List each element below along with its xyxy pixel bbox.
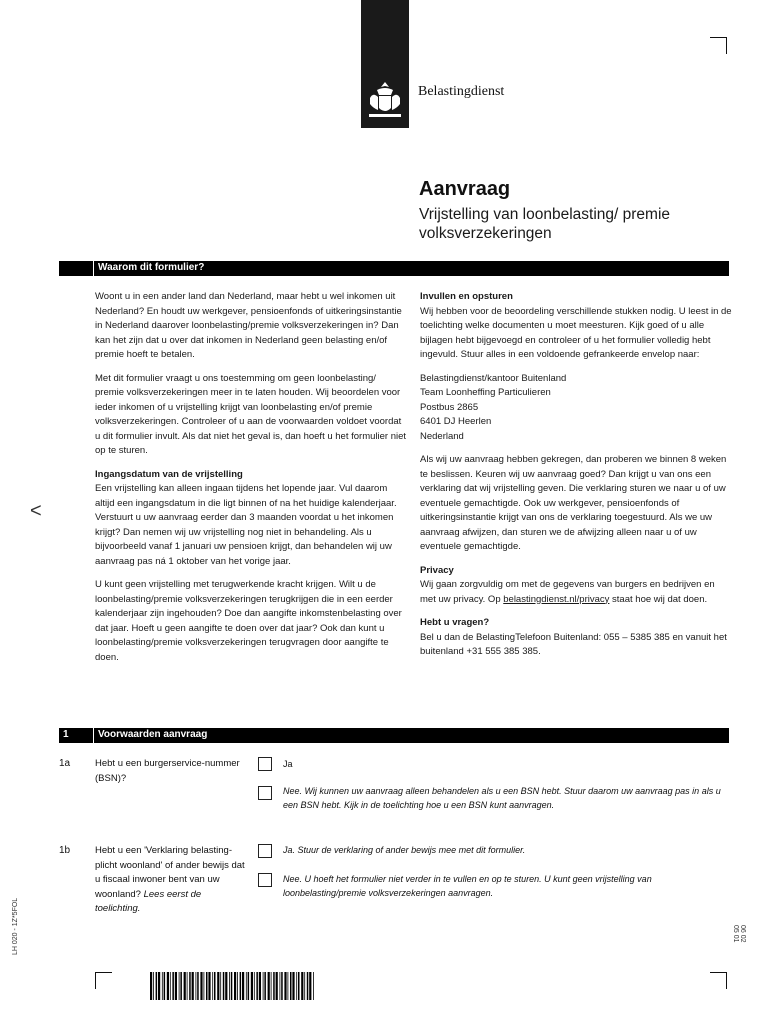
barcode-bar [234, 972, 236, 1000]
question-hint: Lees eerst de toelichting. [95, 888, 202, 914]
address-block [420, 372, 732, 445]
barcode-bar [167, 972, 169, 1000]
document-title: Aanvraag [419, 178, 511, 200]
privacy-paragraph [420, 578, 732, 607]
barcode-bar [304, 972, 305, 1000]
barcode-bar [290, 972, 292, 1000]
barcode-bar [288, 972, 289, 1000]
barcode-bar [225, 972, 227, 1000]
barcode-bar [184, 972, 186, 1000]
retroactive-paragraph: U kunt geen vrijstelling met terugwerkende kracht krijgen. Wilt u de loonbelasting/premie volksverzekeringen terugkrijgen die in een eerder kalenderjaar zijn ingehouden? Doe dan aangifte inkomstenbelasting over dat jaar. Hoeft u geen aangifte te doen over dat jaar? Ook dan kunt u loonbelasting/premie volksverzekeringen terugvragen door aangifte te doen. [95, 579, 402, 663]
question-text: Hebt u een burgerservice-nummer (BSN)? [95, 758, 240, 784]
barcode-bar [273, 972, 275, 1000]
fold-mark: < [30, 500, 42, 522]
barcode-bar [263, 972, 264, 1000]
document-subtitle: Vrijstelling van loonbelasting/ premie volksverzekeringen [419, 206, 671, 242]
section-label: Waarom dit formulier? [98, 262, 205, 273]
barcode-bar [240, 972, 242, 1000]
barcode-bar [206, 972, 208, 1000]
barcode-bar [264, 972, 266, 1000]
privacy-link[interactable]: belastingdienst.nl/privacy [503, 593, 610, 605]
question-main-text: Hebt u een 'Verklaring belasting-plicht woonland' of ander bewijs dat u fiscaal inwoner bent van uw woonland? [95, 845, 245, 900]
barcode-bar [256, 972, 258, 1000]
barcode-bar [242, 972, 244, 1000]
barcode-bar [153, 972, 154, 1000]
decision-paragraph: Als wij uw aanvraag hebben gekregen, dan proberen we binnen 8 weken te beslissen. Keuren wij uw aanvraag goed? Dan krijgt u van ons een verklaring dat wij vrijstelling geven. Die verklaring sturen we naar u of uw eventuele gemachtigde. Ook uw werkgever, pensioenfonds of uitkeringsinstantie krijgt van ons de verklaring toegestuurd. Als we uw aanvraag afwijzen, dan sturen we de afwijzing alleen naar u of uw eventuele gemachtigde. [420, 454, 727, 552]
barcode-bar [200, 972, 202, 1000]
right-column [420, 290, 732, 669]
barcode-bar [204, 972, 205, 1000]
barcode-bar [175, 972, 177, 1000]
barcode-bar [276, 972, 278, 1000]
barcode-bar [309, 972, 311, 1000]
start-date-heading: Ingangsdatum van de vrijstelling [95, 468, 243, 480]
crop-mark-bottom-right [710, 972, 727, 989]
barcode-bar [150, 972, 152, 1000]
barcode-bar [281, 972, 283, 1000]
barcode-bar [307, 972, 309, 1000]
crop-mark-top-right [710, 37, 727, 54]
checkbox-residence-no[interactable] [258, 873, 272, 887]
barcode-bar [158, 972, 160, 1000]
left-column [95, 290, 407, 674]
barcode-bar [246, 972, 247, 1000]
form-code: LH 020 - 1Z*5FOL [12, 897, 19, 955]
address-line: Postbus 2865 [420, 401, 479, 413]
barcode-bar [292, 972, 294, 1000]
barcode-bar [296, 972, 297, 1000]
barcode-bar [231, 972, 233, 1000]
checkbox-bsn-no[interactable] [258, 786, 272, 800]
barcode-bar [170, 972, 171, 1000]
question-number: 1a [59, 758, 71, 769]
brand-name: Belastingdienst [418, 84, 505, 99]
address-line: Belastingdienst/kantoor Buitenland [420, 372, 567, 384]
crop-mark-bottom-left [95, 972, 112, 989]
section-label: Voorwaarden aanvraag [98, 729, 208, 740]
barcode-bar [208, 972, 210, 1000]
barcode-bar [197, 972, 199, 1000]
barcode-bar [180, 972, 182, 1000]
start-date-paragraph: Een vrijstelling kan alleen ingaan tijdens het lopende jaar. Vul daarom altijd een ingangsdatum in die ligt binnen of na het huidige kalenderjaar. Verstuurt u uw aanvraag eerder dan 3 maanden voordat u het inkomen krijgt? Dan nemen wij uw vrijstelling nog niet in behandeling. Als u bijvoorbeeld vanaf 1 januari uw pensioen krijgt, dan behandelen wij uw aanvraag pas ná 1 oktober van het vorige jaar. [95, 483, 397, 567]
barcode-bar [268, 972, 270, 1000]
submit-heading: Invullen en opsturen [420, 291, 513, 302]
barcode-bar [251, 972, 253, 1000]
barcode-bar [237, 972, 238, 1000]
form-number: 06 02 05 01 [732, 925, 746, 943]
barcode-bar [313, 972, 314, 1000]
permission-paragraph: Met dit formulier vraagt u ons toestemming om geen loonbelasting/ premie volksverzekeringen meer in te laten houden. Wij beoordelen voor ieder inkomen of u vrijstelling krijgt van loonbelasting en/of premie volksverzekeringen. Controleer of u aan de voorwaarden voldoet voordat u dit formulier invult. Als dat niet het geval is, dan hoeft u het formulier niet op te sturen. [95, 372, 407, 456]
questions-heading: Hebt u vragen? [420, 617, 490, 628]
barcode-bar [271, 972, 272, 1000]
option-text: Nee. U hoeft het formulier niet verder in te vullen en op te sturen. U kunt geen vrijstelling van loonbelasting/premie volksverzekeringen aanvragen. [283, 874, 652, 898]
privacy-text-end: staat hoe wij dat doen. [609, 593, 708, 605]
barcode-bar [280, 972, 281, 1000]
question-text [95, 844, 245, 917]
address-line: Nederland [420, 430, 464, 442]
address-line: 6401 DJ Heerlen [420, 416, 492, 427]
barcode-bar [229, 972, 230, 1000]
royal-crest-icon [364, 78, 406, 122]
barcode-bar [164, 972, 166, 1000]
barcode-bar [217, 972, 219, 1000]
barcode-bar [196, 972, 197, 1000]
submit-paragraph: Wij hebben voor de beoordeling verschillende stukken nodig. U leest in de toelichting welke documenten u moet meesturen. Kijk goed of u alle bijlagen hebt bijgevoegd en controleer of u het formulier volledig hebt ingevuld. Stuur alles in een voldoende gefrankeerde envelop naar: [420, 305, 732, 360]
barcode-bar [214, 972, 216, 1000]
barcode-bar [284, 972, 286, 1000]
barcode [150, 972, 316, 1000]
barcode-bar [187, 972, 188, 1000]
barcode-bar [156, 972, 158, 1000]
option-label [283, 784, 723, 812]
barcode-bar [223, 972, 225, 1000]
address-line: Team Loonheffing Particulieren [420, 387, 551, 398]
checkbox-residence-yes[interactable] [258, 844, 272, 858]
section-number: 1 [63, 729, 69, 740]
barcode-bar [248, 972, 250, 1000]
privacy-heading: Privacy [420, 564, 454, 576]
section-header-1 [59, 728, 729, 743]
option-text: Ja. Stuur de verklaring of ander bewijs mee met dit formulier. [283, 845, 526, 855]
questions-paragraph: Bel u dan de BelastingTelefoon Buitenland: 055 – 5385 385 en vanuit het buitenland +31 555 385 385. [420, 631, 727, 657]
privacy-text: Wij gaan zorgvuldig om met de gegevens van burgers en bedrijven en met uw privacy. Op [420, 579, 715, 605]
section-header-why [59, 261, 729, 276]
barcode-bar [162, 972, 163, 1000]
barcode-bar [189, 972, 191, 1000]
barcode-bar [192, 972, 194, 1000]
section-divider [93, 261, 94, 276]
option-label [283, 872, 723, 900]
option-label: Ja [283, 759, 293, 769]
barcode-bar [298, 972, 300, 1000]
question-number: 1b [59, 845, 71, 856]
barcode-bar [254, 972, 255, 1000]
intro-paragraph: Woont u in een ander land dan Nederland, maar hebt u wel inkomen uit Nederland? En houdt uw werkgever, pensioenfonds of uitkeringsinstantie in Nederland daarover loonbelasting/premie volksverzekeringen in? Dan kan het zijn dat u over dat inkomen in Nederland geen belasting en/of premie hoeft te betalen. [95, 291, 402, 360]
barcode-bar [212, 972, 213, 1000]
option-label [283, 843, 723, 857]
checkbox-bsn-yes[interactable] [258, 757, 272, 771]
barcode-bar [259, 972, 261, 1000]
barcode-bar [179, 972, 180, 1000]
barcode-bar [172, 972, 174, 1000]
barcode-bar [301, 972, 303, 1000]
barcode-bar [220, 972, 221, 1000]
section-divider [93, 728, 94, 743]
option-text: Nee. Wij kunnen uw aanvraag alleen behandelen als u een BSN hebt. Stuur daarom uw aanvraag pas in als u een BSN hebt. Kijk in de toelichting hoe u een BSN kunt aanvragen. [283, 786, 721, 810]
